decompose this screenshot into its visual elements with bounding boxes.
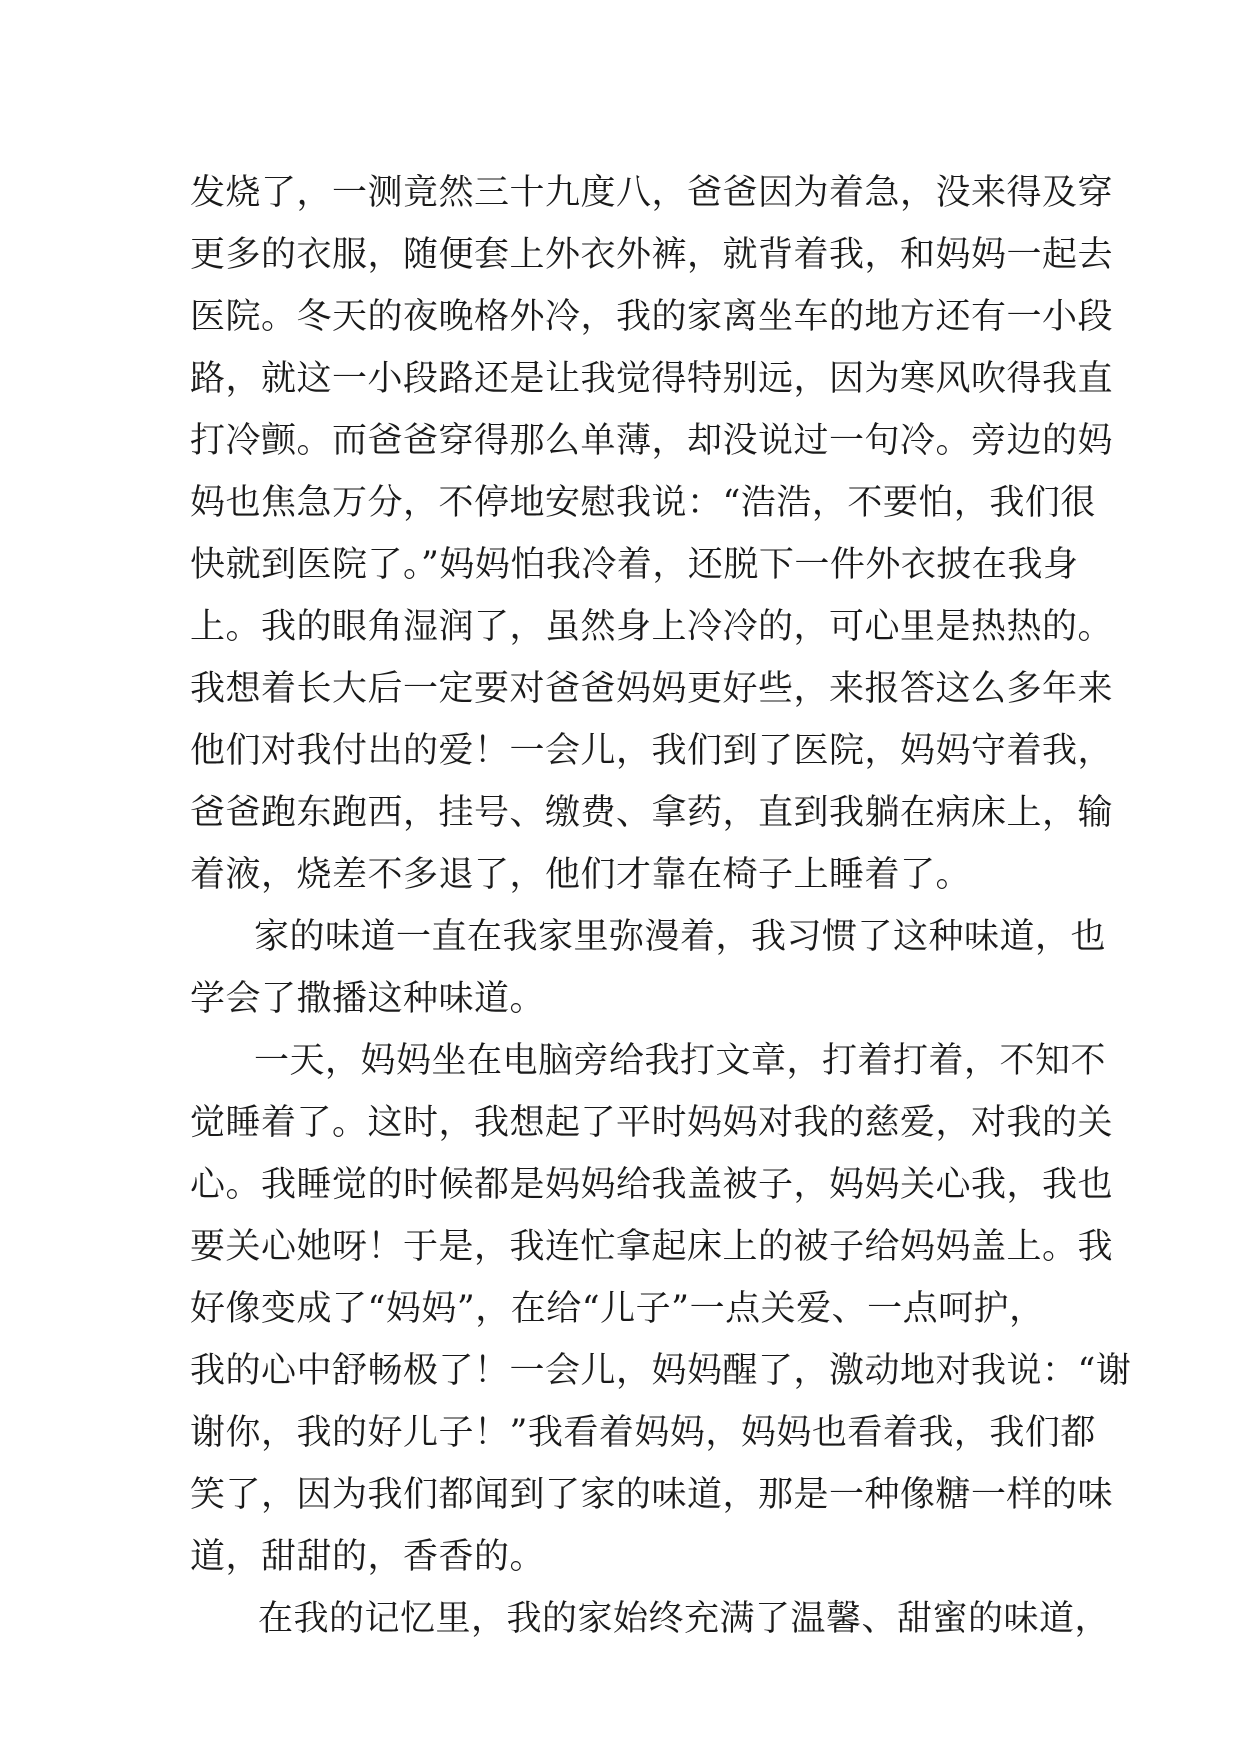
text-line: 爸爸跑东跑西，挂号、缴费、拿药，直到我躺在病床上，输: [190, 793, 1114, 833]
text-line: 更多的衣服，随便套上外衣外裤，就背着我，和妈妈一起去: [190, 235, 1114, 275]
text-line: 医院。冬天的夜晚格外冷，我的家离坐车的地方还有一小段: [190, 297, 1114, 337]
paragraph: [190, 1588, 1111, 1650]
text-line: 打冷颤。而爸爸穿得那么单薄，却没说过一句冷。旁边的妈: [190, 421, 1114, 461]
text-line: 他们对我付出的爱！一会儿，我们到了医院，妈妈守着我，: [190, 731, 1114, 771]
text-line: 好像变成了“妈妈”，在给“儿子”一点关爱、一点呵护，: [190, 1289, 1045, 1329]
text-line: 我想着长大后一定要对爸爸妈妈更好些，来报答这么多年来: [190, 669, 1114, 709]
paragraph: [190, 1030, 1132, 1588]
text-line: 家的味道一直在我家里弥漫着，我习惯了这种味道，也: [254, 917, 1107, 957]
text-line: 发烧了，一测竟然三十九度八，爸爸因为着急，没来得及穿: [190, 173, 1114, 213]
text-line: 我的心中舒畅极了！一会儿，妈妈醒了，激动地对我说：“谢: [190, 1351, 1132, 1391]
text-line: 谢你，我的好儿子！”我看着妈妈，妈妈也看着我，我们都: [190, 1413, 1096, 1453]
essay-body: [190, 162, 1132, 1650]
paragraph: [190, 162, 1114, 906]
text-line: 道，甜甜的，香香的。: [190, 1537, 546, 1577]
text-line: 妈也焦急万分，不停地安慰我说：“浩浩，不要怕，我们很: [190, 483, 1096, 523]
text-line: 着液，烧差不多退了，他们才靠在椅子上睡着了。: [190, 855, 972, 895]
text-line: 在我的记忆里，我的家始终充满了温馨、甜蜜的味道，: [258, 1599, 1111, 1639]
text-line: 心。我睡觉的时候都是妈妈给我盖被子，妈妈关心我，我也: [190, 1165, 1114, 1205]
text-line: 觉睡着了。这时，我想起了平时妈妈对我的慈爱，对我的关: [190, 1103, 1114, 1143]
text-line: 路，就这一小段路还是让我觉得特别远，因为寒风吹得我直: [190, 359, 1114, 399]
paragraph: [190, 906, 1107, 1030]
text-line: 学会了撒播这种味道。: [190, 979, 546, 1019]
text-line: 笑了，因为我们都闻到了家的味道，那是一种像糖一样的味: [190, 1475, 1114, 1515]
text-line: 一天，妈妈坐在电脑旁给我打文章，打着打着，不知不: [254, 1041, 1107, 1081]
text-line: 上。我的眼角湿润了，虽然身上冷冷的，可心里是热热的。: [190, 607, 1114, 647]
text-line: 要关心她呀！于是，我连忙拿起床上的被子给妈妈盖上。我: [190, 1227, 1114, 1267]
text-line: 快就到医院了。”妈妈怕我冷着，还脱下一件外衣披在我身: [190, 545, 1079, 585]
